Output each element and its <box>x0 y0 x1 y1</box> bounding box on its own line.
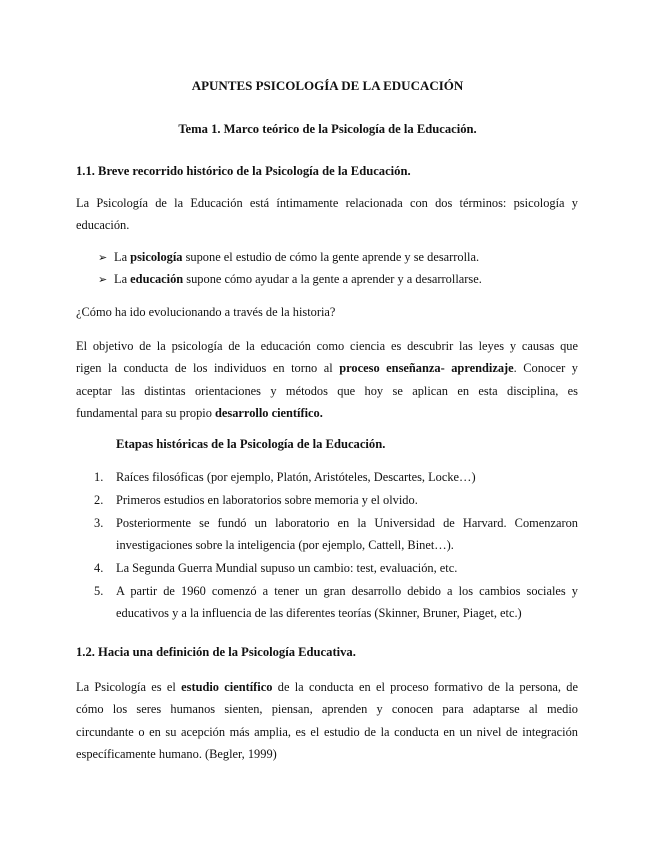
bullet-educacion-term: educación <box>130 272 184 286</box>
scientific-development-term: desarrollo científico. <box>215 405 323 420</box>
definition-line-3: circundante o en su acepción más amplia, es el estudio de la conducta en un nivel de integración <box>76 724 578 739</box>
definition-line-1: La Psicología es el estudio científico de la conducta en el proceso formativo de la persona, de <box>76 680 578 694</box>
stage-number: 4. <box>94 561 104 575</box>
objective-line-4: fundamental para su propio desarrollo científico. <box>76 405 323 420</box>
bullet-psicologia: ➢ La psicología supone el estudio de cómo la gente aprende y se desarrolla. <box>98 250 480 264</box>
scientific-study-term: estudio científico <box>181 680 273 694</box>
intro-line-1: La Psicología de la Educación está íntimamente relacionada con dos términos: psicología y <box>76 196 578 210</box>
intro-line-2: educación. <box>76 218 130 233</box>
document-page: APUNTES PSICOLOGÍA DE LA EDUCACIÓN Tema 1. Marco teórico de la Psicología de la Educación. 1.1. Breve recorrido histórico de la Psicología de la Educación. La Psicología de la Educación está íntimamente relacionada con dos términos: psicología y educación. ➢ La psicología supone el estudio de cómo la gente aprende y se desarrolla. ➢ La educación supone cómo ayudar a la gente a aprender y a desarrollarse. ¿Cómo ha ido evolucionando a través de la historia? El objetivo de la psicología de la educación como ciencia es descubrir las leyes y causas que rigen la conducta de los individuos en torno al proceso enseñanza- aprendizaje. Conocer y aceptar las distintas orientaciones y métodos que hoy se aplican en esta disciplina, es fundamental para su propio desarrollo científico. Etapas históricas de la Psicología de la Educación. 1. Raíces filosóficas (por ejemplo, Platón, Aristóteles, Descartes, Locke…) 2. Primeros estudios en laboratorios sobre memoria y el olvido. 3. Posteriormente se fundó un laboratorio en la Universidad de Harvard. Comenzaron investigaciones sobre la inteligencia (por ejemplo, Cattell, Binet…). 4. La Segunda Guerra Mundial supuso un cambio: test, evaluación, etc. 5. A partir de 1960 comenzó a tener un gran desarrollo debido a los cambios sociales y educativos y a la influencia de las diferentes teorías (Skinner, Bruner, Piaget, etc.) 1.2. Hacia una definición de la Psicología Educativa. La Psicología es el estudio científico de la conducta en el proceso formativo de la persona, de cómo los seres humanos sienten, piensan, aprenden y conocen para adaptarse al medio circundante o en su acepción más amplia, es el estudio de la conducta en un nivel de integración específicamente humano. (Begler, 1999) <box>0 0 655 848</box>
arrow-bullet-icon: ➢ <box>98 251 108 264</box>
objective-line-1: El objetivo de la psicología de la educación como ciencia es descubrir las leyes y causas que <box>76 339 578 353</box>
definition-line-2: cómo los seres humanos sienten, piensan, aprenden y conocen para adaptarse al medio <box>76 702 578 717</box>
definition-paragraph <box>76 676 578 765</box>
stage-number: 2. <box>94 493 104 507</box>
definition-line-4: específicamente humano. (Begler, 1999) <box>76 746 277 761</box>
objective-paragraph <box>76 335 578 424</box>
stages-heading: Etapas históricas de la Psicología de la Educación. <box>116 437 386 451</box>
objective-line-3: aceptar las distintas orientaciones y métodos que hoy se aplican en esta disciplina, es <box>76 383 578 398</box>
objective-line-2: rigen la conducta de los individuos en torno al proceso enseñanza- aprendizaje. Conocer y <box>76 361 579 376</box>
process-term: proceso enseñanza- aprendizaje <box>339 361 514 376</box>
stage-number: 1. <box>94 470 104 484</box>
section-1-heading: 1.1. Breve recorrido histórico de la Psicología de la Educación. <box>76 164 411 178</box>
bullet-psicologia-term: psicología <box>130 250 183 264</box>
document-title: APUNTES PSICOLOGÍA DE LA EDUCACIÓN <box>191 78 464 93</box>
section-2-heading: 1.2. Hacia una definición de la Psicología Educativa. <box>76 645 356 659</box>
stage-number: 5. <box>94 584 104 598</box>
stage-number: 3. <box>94 516 104 530</box>
topic-title: Tema 1. Marco teórico de la Psicología de la Educación. <box>178 122 477 136</box>
bullet-educacion: ➢ La educación supone cómo ayudar a la gente a aprender y a desarrollarse. <box>98 272 482 286</box>
intro-paragraph <box>76 192 578 237</box>
evolution-question: ¿Cómo ha ido evolucionando a través de la historia? <box>76 305 336 319</box>
arrow-bullet-icon: ➢ <box>98 273 108 286</box>
